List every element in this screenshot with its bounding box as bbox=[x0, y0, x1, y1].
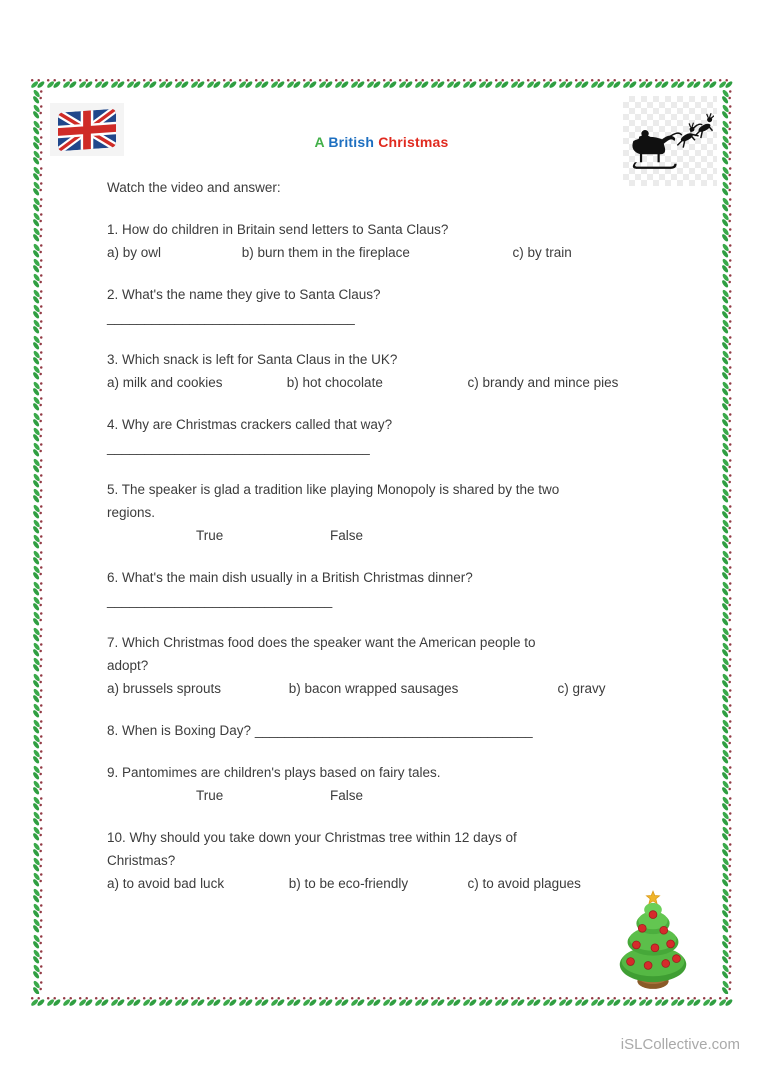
option-b: b) bacon wrapped sausages bbox=[288, 681, 459, 696]
option-a: a) milk and cookies bbox=[107, 375, 223, 390]
question-10-text-line2: Christmas? bbox=[107, 853, 176, 868]
question-1-options bbox=[107, 241, 707, 264]
christmas-tree-icon bbox=[609, 890, 697, 992]
question-10-text: 10. Why should you take down your Christmas tree within 12 days of bbox=[107, 830, 517, 845]
holly-border-top-icon bbox=[30, 76, 733, 90]
question-9 bbox=[107, 761, 707, 807]
question-2 bbox=[107, 283, 707, 329]
question-8 bbox=[107, 719, 707, 742]
question-7-options bbox=[107, 677, 707, 700]
question-5-text-line2: regions. bbox=[107, 505, 156, 520]
true-false-row bbox=[107, 524, 707, 547]
question-4-text: 4. Why are Christmas crackers called that way? bbox=[107, 417, 393, 432]
answer-blank: ___________________________________ bbox=[107, 440, 370, 455]
option-c: c) gravy bbox=[557, 681, 606, 696]
islcollective-watermark: iSLCollective.com bbox=[620, 1036, 740, 1053]
question-1 bbox=[107, 218, 707, 264]
instruction-text: Watch the video and answer: bbox=[107, 180, 281, 195]
title-word-british: British bbox=[328, 134, 375, 150]
option-a: a) to avoid bad luck bbox=[107, 876, 225, 891]
holly-border-left-icon bbox=[30, 90, 44, 994]
question-8-label: 8. When is Boxing Day? bbox=[107, 723, 252, 738]
answer-blank: ______________________________ bbox=[107, 593, 333, 608]
question-3-text: 3. Which snack is left for Santa Claus in the UK? bbox=[107, 352, 398, 367]
question-5 bbox=[107, 478, 707, 547]
question-3-options bbox=[107, 371, 707, 394]
true-label: True bbox=[196, 788, 224, 803]
question-8-text bbox=[107, 719, 707, 742]
option-c: c) by train bbox=[512, 245, 572, 260]
question-2-text: 2. What's the name they give to Santa Claus? bbox=[107, 287, 381, 302]
question-10 bbox=[107, 826, 707, 895]
question-4 bbox=[107, 413, 707, 459]
question-5-text: 5. The speaker is glad a tradition like playing Monopoly is shared by the two bbox=[107, 482, 560, 497]
answer-blank-inline: _____________________________________ bbox=[254, 723, 533, 738]
question-9-text: 9. Pantomimes are children's plays based on fairy tales. bbox=[107, 765, 441, 780]
question-1-text: 1. How do children in Britain send letters to Santa Claus? bbox=[107, 222, 449, 237]
question-6 bbox=[107, 566, 707, 612]
option-c: c) to avoid plagues bbox=[467, 876, 581, 891]
worksheet-body bbox=[107, 176, 707, 895]
holly-border-right-icon bbox=[719, 90, 733, 994]
answer-blank: _________________________________ bbox=[107, 310, 355, 325]
option-a: a) by owl bbox=[107, 245, 162, 260]
question-7 bbox=[107, 631, 707, 700]
option-b: b) burn them in the fireplace bbox=[241, 245, 410, 260]
question-7-text: 7. Which Christmas food does the speaker want the American people to bbox=[107, 635, 536, 650]
true-false-row bbox=[107, 784, 707, 807]
false-label: False bbox=[330, 788, 364, 803]
option-b: b) hot chocolate bbox=[286, 375, 383, 390]
santa-sleigh-icon bbox=[623, 96, 717, 186]
true-label: True bbox=[196, 528, 224, 543]
false-label: False bbox=[330, 528, 364, 543]
option-b: b) to be eco-friendly bbox=[288, 876, 409, 891]
question-3 bbox=[107, 348, 707, 394]
question-7-text-line2: adopt? bbox=[107, 658, 149, 673]
option-c: c) brandy and mince pies bbox=[467, 375, 619, 390]
holly-border-bottom-icon bbox=[30, 994, 733, 1008]
question-6-text: 6. What's the main dish usually in a British Christmas dinner? bbox=[107, 570, 473, 585]
title-word-christmas: Christmas bbox=[378, 134, 449, 150]
option-a: a) brussels sprouts bbox=[107, 681, 222, 696]
title-word-a: A bbox=[314, 134, 325, 150]
worksheet-border-box bbox=[30, 76, 733, 1008]
